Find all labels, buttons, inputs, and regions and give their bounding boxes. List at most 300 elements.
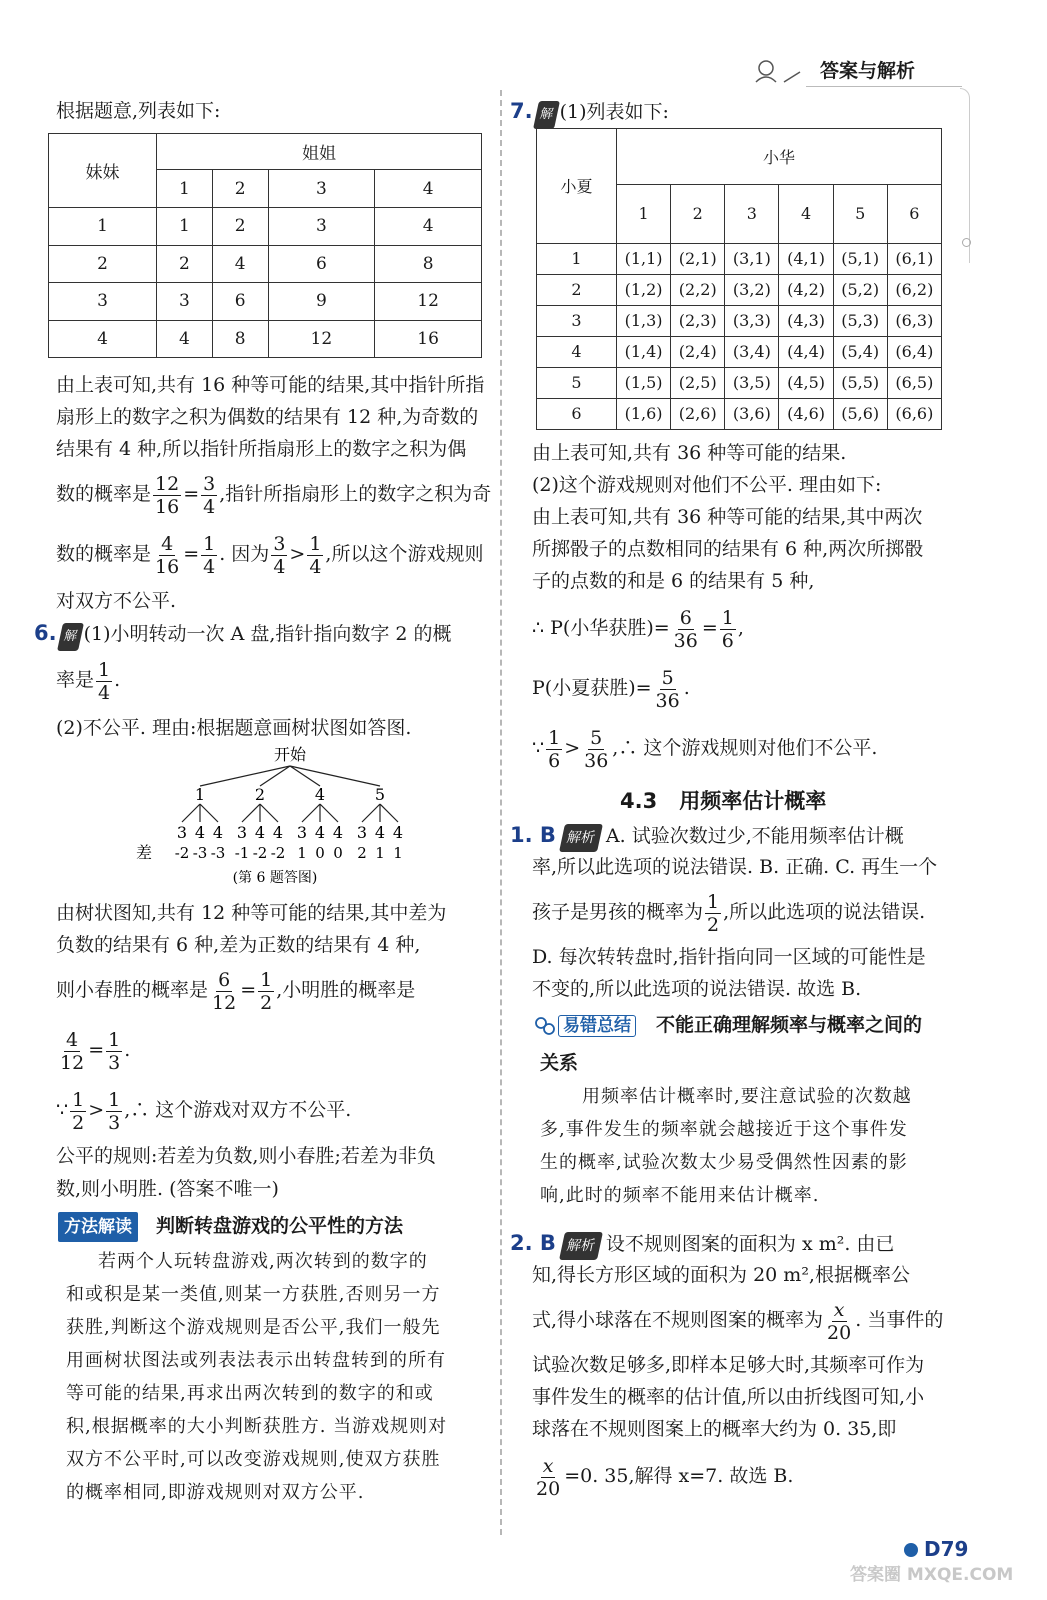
- text-line: 知,得长方形区域的面积为 20 m²,根据概率公: [532, 1264, 910, 1286]
- tree-diff: -2: [252, 844, 268, 862]
- table-cell: (5,5): [833, 367, 887, 398]
- tree-leaf: 4: [392, 823, 404, 842]
- text-line: [56, 1080, 351, 1140]
- numerator: 4: [161, 532, 174, 555]
- table-cell: (1,1): [617, 243, 671, 274]
- left-intro: 根据题意,列表如下:: [56, 100, 221, 122]
- table-cell: (6,2): [887, 274, 941, 305]
- text-span: A. 试验次数过少,不能用频率估计概: [605, 825, 904, 847]
- text-line: 事件发生的概率的估计值,所以由折线图可知,小: [532, 1386, 925, 1408]
- solution-tag: 解: [533, 101, 560, 129]
- error-summary-heading: [534, 1012, 922, 1039]
- dice-table-body: [537, 243, 942, 429]
- denominator: 4: [98, 681, 111, 704]
- table-row: [537, 336, 942, 367]
- equals-sign: =: [240, 979, 257, 1001]
- greater-than-sign: >: [88, 1099, 105, 1121]
- answer-1-line: [510, 822, 904, 852]
- col-header: 4: [779, 184, 833, 243]
- page-number: D79: [924, 1537, 969, 1561]
- tree-level-1: [195, 785, 385, 804]
- fraction: [271, 533, 287, 578]
- text-line: 不变的,所以此选项的说法错误. 故选 B.: [532, 978, 862, 1000]
- table-cell: (3,2): [725, 274, 779, 305]
- text-span: ,∴ 这个游戏规则对他们不公平.: [612, 737, 878, 759]
- col-header: 4: [375, 170, 482, 208]
- denominator: 16: [155, 555, 180, 578]
- tree-diff: -2: [174, 844, 190, 862]
- fraction: [705, 891, 721, 936]
- answer-number: 2. B: [510, 1231, 556, 1255]
- numerator: 3: [273, 532, 286, 555]
- text-span: .: [124, 1039, 131, 1061]
- tree-leaf: 4: [212, 823, 224, 842]
- table-cell: 2: [212, 208, 268, 246]
- tree-diff: -2: [270, 844, 286, 862]
- fraction: [672, 607, 700, 652]
- numerator: 1: [98, 658, 111, 681]
- table-cell: 3: [268, 208, 375, 246]
- tree-leaf: 4: [272, 823, 284, 842]
- col-header: 2: [671, 184, 725, 243]
- text-line: [532, 1446, 793, 1506]
- table-cell: 8: [212, 320, 268, 358]
- col-header: 5: [833, 184, 887, 243]
- table-cell: (6,4): [887, 336, 941, 367]
- text-span: =0. 35,解得 x=7. 故选 B.: [564, 1465, 794, 1487]
- fraction: [582, 727, 610, 772]
- numerator: 1: [260, 968, 273, 991]
- numerator: 6: [218, 968, 231, 991]
- tree-caption: (第 6 题答图): [232, 870, 318, 886]
- numerator: 3: [203, 472, 216, 495]
- text-span: .: [114, 669, 121, 691]
- tree-diff: 0: [315, 844, 325, 862]
- text-line: 负数的结果有 6 种,差为正数的结果有 4 种,: [56, 934, 421, 956]
- fraction: [70, 1089, 86, 1134]
- product-table: [48, 133, 482, 358]
- method-line: 积,根据概率的大小判断获胜方. 当游戏规则对: [66, 1416, 448, 1437]
- tree-leaf: 4: [254, 823, 266, 842]
- fraction: [307, 533, 323, 578]
- table-cell: (4,3): [779, 305, 833, 336]
- text-span: ,小明胜的概率是: [276, 979, 416, 1001]
- question-6-line: [34, 620, 452, 651]
- method-line: 的概率相同,即游戏规则对双方公平.: [66, 1482, 365, 1503]
- text-line: 扇形上的数字之积为偶数的结果有 12 种,为奇数的: [56, 406, 479, 428]
- table-cell: (2,2): [671, 274, 725, 305]
- tree-level-2: [177, 823, 403, 842]
- fraction: [153, 473, 181, 518]
- error-line: 多,事件发生的频率就会越接近于这个事件发: [540, 1119, 908, 1140]
- fraction: [258, 969, 274, 1014]
- table-cell: (6,3): [887, 305, 941, 336]
- table-row: [537, 367, 942, 398]
- method-line: 等可能的结果,再求出两次转到的数字的和或: [66, 1383, 434, 1404]
- table-cell: 3: [157, 283, 213, 321]
- text-line: 由上表可知,共有 36 种等可能的结果,其中两次: [532, 506, 923, 528]
- table-cell: 12: [375, 283, 482, 321]
- tree-diagram: [130, 742, 430, 892]
- tree-leaf: 3: [356, 823, 368, 842]
- numerator: 6: [679, 606, 692, 629]
- numerator: x: [833, 1298, 845, 1321]
- denominator: 2: [72, 1111, 85, 1134]
- table-top-header: 姐姐: [157, 134, 482, 170]
- text-line: 结果有 4 种,所以指针所指扇形上的数字之积为偶: [56, 438, 467, 460]
- table-row: [537, 274, 942, 305]
- table-cell: 4: [375, 208, 482, 246]
- error-tag: 易错总结: [558, 1015, 636, 1037]
- greater-than-sign: >: [564, 737, 581, 759]
- numerator: 12: [155, 472, 180, 495]
- numerator: 5: [661, 666, 674, 689]
- text-span: . 因为: [219, 543, 270, 565]
- method-line: 获胜,判断这个游戏规则是否公平,我们一般先: [66, 1317, 441, 1338]
- table-cell: (2,3): [671, 305, 725, 336]
- text-span: (1)小明转动一次 A 盘,指针指向数字 2 的概: [83, 623, 452, 645]
- text-span: ,∴ 这个游戏对双方不公平.: [124, 1099, 352, 1121]
- error-line: 响,此时的频率不能用来估计概率.: [540, 1185, 820, 1206]
- denominator: 36: [584, 749, 609, 772]
- table-cell: (3,3): [725, 305, 779, 336]
- tree-branch: [242, 804, 260, 822]
- fraction: [153, 533, 181, 578]
- question-7-line: [510, 98, 669, 129]
- fraction: [534, 1455, 562, 1500]
- text-line: [532, 598, 744, 658]
- text-span: 孩子是男孩的概率为: [532, 901, 704, 923]
- denominator: 36: [673, 629, 698, 652]
- method-line: 用画树状图法或列表法表示出转盘转到的所有: [66, 1350, 446, 1371]
- fraction: [106, 1089, 122, 1134]
- text-line: (2)这个游戏规则对他们不公平. 理由如下:: [532, 474, 882, 496]
- tree-branch: [302, 804, 320, 822]
- table-cell: 2: [157, 245, 213, 283]
- table-cell: 6: [268, 245, 375, 283]
- text-line: 率,所以此选项的说法错误. B. 正确. C. 再生一个: [532, 856, 938, 878]
- table-cell: 6: [212, 283, 268, 321]
- tree-branch: [290, 766, 380, 786]
- table-cell: 1: [157, 208, 213, 246]
- error-line: 用频率估计概率时,要注意试验的次数越: [582, 1086, 912, 1107]
- row-header: 4: [537, 336, 617, 367]
- tree-branch: [200, 804, 218, 822]
- col-header: 6: [887, 184, 941, 243]
- equals-sign: =: [183, 543, 200, 565]
- table-row: [537, 305, 942, 336]
- denominator: 2: [707, 913, 720, 936]
- table-cell: (2,4): [671, 336, 725, 367]
- tree-leaf: 4: [332, 823, 344, 842]
- error-line: 生的概率,试验次数太少易受偶然性因素的影: [540, 1152, 908, 1173]
- numerator: 1: [108, 1088, 121, 1111]
- text-line: 数,则小明胜. (答案不唯一): [56, 1178, 279, 1200]
- text-span: P(小夏获胜)=: [532, 677, 652, 699]
- numerator: 1: [203, 532, 216, 555]
- numerator: 1: [309, 532, 322, 555]
- tree-diff: -3: [192, 844, 208, 862]
- numerator: x: [542, 1454, 554, 1477]
- table-top-header: 小华: [617, 129, 942, 185]
- tree-diff: 2: [357, 844, 367, 862]
- error-title-cont: 关系: [540, 1052, 579, 1074]
- row-header: 2: [49, 245, 157, 283]
- row-header: 2: [537, 274, 617, 305]
- fraction: [201, 473, 217, 518]
- method-title: 判断转盘游戏的公平性的方法: [156, 1215, 404, 1237]
- text-span: ∵: [532, 737, 545, 759]
- table-cell: (1,2): [617, 274, 671, 305]
- table-cell: 12: [268, 320, 375, 358]
- denominator: 12: [212, 991, 237, 1014]
- numerator: 1: [108, 1028, 121, 1051]
- tree-diff: 1: [375, 844, 385, 862]
- table-cell: (1,3): [617, 305, 671, 336]
- analysis-tag: 解析: [559, 824, 603, 852]
- tree-branch: [182, 804, 200, 822]
- column-divider: [500, 90, 502, 1535]
- mascot-icon: [746, 54, 806, 88]
- tree-branch: [380, 804, 398, 822]
- text-line: [56, 524, 483, 584]
- tree-diff: -1: [234, 844, 250, 862]
- table-cell: (1,4): [617, 336, 671, 367]
- analysis-tag: 解析: [559, 1232, 603, 1260]
- text-line: D. 每次转转盘时,指针指向同一区域的可能性是: [532, 946, 926, 968]
- row-header: 4: [49, 320, 157, 358]
- denominator: 4: [203, 555, 216, 578]
- tree-branch: [260, 804, 278, 822]
- table-cell: (1,5): [617, 367, 671, 398]
- table-cell: 9: [268, 283, 375, 321]
- tree-node: 4: [314, 785, 326, 804]
- table-row: [49, 208, 482, 246]
- denominator: 6: [548, 749, 561, 772]
- fraction: [106, 1029, 122, 1074]
- method-tag: 方法解读: [58, 1212, 138, 1242]
- numerator: 4: [66, 1028, 79, 1051]
- table-cell: (2,5): [671, 367, 725, 398]
- col-header: 3: [725, 184, 779, 243]
- tree-diff: 0: [333, 844, 343, 862]
- tree-leaf: 4: [314, 823, 326, 842]
- numerator: 1: [72, 1088, 85, 1111]
- solution-tag: 解: [57, 623, 84, 651]
- tree-root: 开始: [273, 745, 307, 764]
- numerator: 1: [721, 606, 734, 629]
- section-number: 4.3: [620, 789, 658, 813]
- text-line: [532, 882, 925, 942]
- text-span: 率是: [56, 669, 95, 691]
- text-span: ∴ P(小华获胜)=: [532, 617, 670, 639]
- equals-sign: =: [88, 1039, 105, 1061]
- fraction: [720, 607, 736, 652]
- denominator: 20: [536, 1477, 561, 1500]
- text-span: ,所以这个游戏规则: [325, 543, 484, 565]
- row-header: 5: [537, 367, 617, 398]
- table-cell: 4: [157, 320, 213, 358]
- answer-2-line: [510, 1230, 894, 1260]
- text-line: 由上表可知,共有 36 种等可能的结果.: [532, 442, 847, 464]
- text-line: 公平的规则:若差为负数,则小春胜;若差为非负: [56, 1145, 436, 1167]
- table-row: [537, 398, 942, 429]
- denominator: 16: [155, 495, 180, 518]
- question-number: 7.: [510, 99, 533, 123]
- text-span: .: [683, 677, 690, 699]
- text-span: . 当事件的: [855, 1309, 944, 1331]
- table-row: [49, 283, 482, 321]
- right-edge-decoration: [960, 88, 970, 263]
- text-line: [56, 1020, 130, 1080]
- denominator: 20: [827, 1321, 852, 1344]
- table-cell: (4,1): [779, 243, 833, 274]
- fraction: [201, 533, 217, 578]
- table-cell: (3,1): [725, 243, 779, 274]
- table-cell: (6,5): [887, 367, 941, 398]
- denominator: 4: [273, 555, 286, 578]
- question-number: 6.: [34, 621, 57, 645]
- text-span: ,指针所指扇形上的数字之积为奇: [219, 483, 492, 505]
- col-header: 3: [268, 170, 375, 208]
- col-header: 1: [157, 170, 213, 208]
- header-title: 答案与解析: [820, 60, 916, 82]
- table-cell: (2,1): [671, 243, 725, 274]
- table-cell: (4,2): [779, 274, 833, 305]
- text-line: 由上表可知,共有 16 种等可能的结果,其中指针所指: [56, 374, 485, 396]
- tree-node: 1: [194, 785, 206, 804]
- row-header: 1: [49, 208, 157, 246]
- table-cell: (4,4): [779, 336, 833, 367]
- text-span: 式,得小球落在不规则图案的概率为: [532, 1309, 824, 1331]
- text-line: [532, 1290, 943, 1350]
- equals-sign: =: [701, 617, 718, 639]
- text-line: 由树状图知,共有 12 种等可能的结果,其中差为: [56, 902, 447, 924]
- table-corner: 妹妹: [49, 134, 157, 208]
- denominator: 4: [203, 495, 216, 518]
- table-corner: 小夏: [537, 129, 617, 244]
- col-header: 2: [212, 170, 268, 208]
- text-line: [56, 960, 415, 1020]
- table-cell: (1,6): [617, 398, 671, 429]
- tree-diff: -3: [210, 844, 226, 862]
- table-cell: 4: [212, 245, 268, 283]
- section-heading: [620, 788, 826, 815]
- row-header: 1: [537, 243, 617, 274]
- method-heading: [58, 1212, 403, 1242]
- text-line: 所掷骰子的点数相同的结果有 6 种,两次所掷骰: [532, 538, 924, 560]
- table-cell: (5,3): [833, 305, 887, 336]
- table-cell: (3,5): [725, 367, 779, 398]
- tree-diff: 1: [297, 844, 307, 862]
- numerator: 1: [548, 726, 561, 749]
- text-span: ,: [737, 617, 744, 639]
- header-rule: [806, 86, 962, 87]
- text-line: 对双方不公平.: [56, 590, 177, 612]
- tree-branch: [200, 766, 290, 786]
- tree-leaf: 4: [194, 823, 206, 842]
- text-line: [56, 464, 491, 524]
- fraction: [546, 727, 562, 772]
- tree-branches: [182, 766, 398, 822]
- table-cell: (6,6): [887, 398, 941, 429]
- text-span: ,所以此选项的说法错误.: [723, 901, 926, 923]
- text-line: (2)不公平. 理由:根据题意画树状图如答图.: [56, 717, 412, 739]
- fraction: [96, 659, 112, 704]
- tree-leaf: 3: [296, 823, 308, 842]
- denominator: 4: [309, 555, 322, 578]
- denominator: 36: [655, 689, 680, 712]
- text-span: (1)列表如下:: [559, 101, 669, 123]
- text-line: [56, 650, 120, 710]
- table-row: [49, 245, 482, 283]
- tree-leaf: 4: [374, 823, 386, 842]
- diff-label: 差: [135, 843, 153, 862]
- method-line: 和或积是某一类值,则某一方获胜,否则另一方: [66, 1284, 441, 1305]
- text-line: 试验次数足够多,即样本足够大时,其频率可作为: [532, 1354, 925, 1376]
- text-span: 数的概率是: [56, 483, 152, 505]
- table-cell: 16: [375, 320, 482, 358]
- tree-leaf: 3: [236, 823, 248, 842]
- table-cell: (5,2): [833, 274, 887, 305]
- error-title: 不能正确理解频率与概率之间的: [656, 1014, 923, 1036]
- greater-than-sign: >: [289, 543, 306, 565]
- right-edge-knob: [962, 238, 971, 247]
- text-span: 数的概率是: [56, 543, 152, 565]
- dice-table: [536, 128, 942, 430]
- fraction: [654, 667, 682, 712]
- table-cell: (3,6): [725, 398, 779, 429]
- row-header: 6: [537, 398, 617, 429]
- text-span: 则小春胜的概率是: [56, 979, 209, 1001]
- denominator: 12: [60, 1051, 85, 1074]
- tree-branch: [362, 804, 380, 822]
- table-cell: (2,6): [671, 398, 725, 429]
- fraction: [58, 1029, 86, 1074]
- tree-leaf: 3: [176, 823, 188, 842]
- table-cell: (3,4): [725, 336, 779, 367]
- table-cell: (5,1): [833, 243, 887, 274]
- text-line: 子的点数的和是 6 的结果有 5 种,: [532, 570, 815, 592]
- tree-branch: [320, 804, 338, 822]
- text-line: [532, 658, 690, 718]
- table-cell: (4,5): [779, 367, 833, 398]
- method-line: 若两个人玩转盘游戏,两次转到的数字的: [98, 1251, 428, 1272]
- tree-diff: 1: [393, 844, 403, 862]
- denominator: 3: [108, 1111, 121, 1134]
- table-cell: (5,4): [833, 336, 887, 367]
- row-header: 3: [537, 305, 617, 336]
- text-span: ∵: [56, 1099, 69, 1121]
- page-dot-icon: [904, 1543, 918, 1557]
- tree-diffs: [175, 844, 403, 862]
- method-line: 双方不公平时,可以改变游戏规则,使双方获胜: [66, 1449, 441, 1470]
- denominator: 3: [108, 1051, 121, 1074]
- section-title: 用频率估计概率: [679, 789, 827, 813]
- numerator: 1: [707, 890, 720, 913]
- numerator: 5: [590, 726, 603, 749]
- text-span: 设不规则图案的面积为 x m². 由已: [605, 1233, 895, 1255]
- table-cell: 8: [375, 245, 482, 283]
- equals-sign: =: [183, 483, 200, 505]
- tree-node: 2: [254, 785, 266, 804]
- col-header: 1: [617, 184, 671, 243]
- fraction: [825, 1299, 853, 1344]
- watermark: 答案圈 MXQE.COM: [850, 1565, 1014, 1585]
- table-cell: (4,6): [779, 398, 833, 429]
- table-row: [537, 243, 942, 274]
- table-cell: (5,6): [833, 398, 887, 429]
